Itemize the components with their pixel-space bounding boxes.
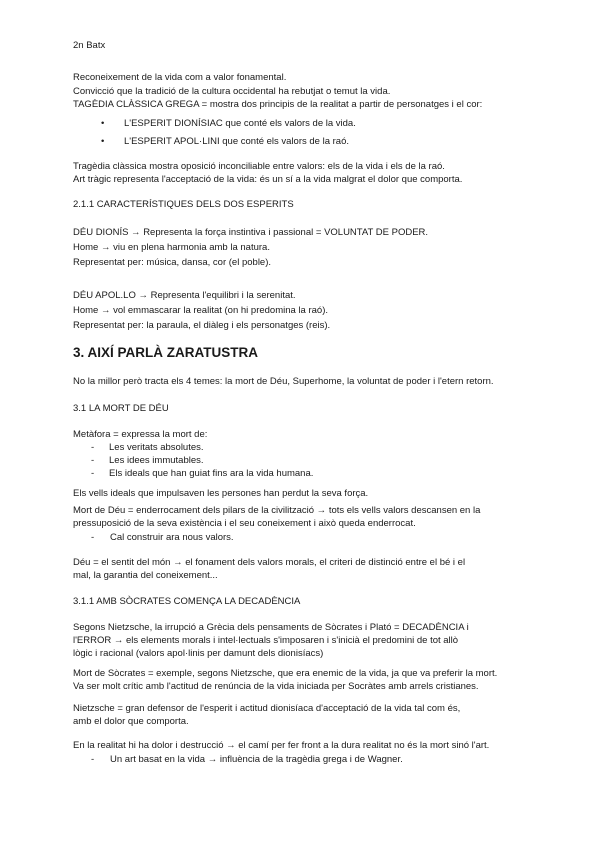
- dash-marker: -: [91, 532, 95, 543]
- page-header: 2n Batx: [73, 40, 106, 51]
- bullet-marker: •: [101, 136, 105, 147]
- apollo-line-2: Home → vol emmascarar la realitat (on hi predomina la raó).: [73, 305, 329, 316]
- intro-line-2: Convicció que la tradició de la cultura occidental ha rebutjat o temut la vida.: [73, 86, 391, 97]
- dash-marker: -: [91, 442, 95, 453]
- dash-marker: -: [91, 455, 95, 466]
- mort-socrates-line-1: Mort de Sòcrates = exemple, segons Nietzsche, que era enemic de la vida, ja que va preferir la mort.: [73, 668, 498, 679]
- nietzsche-line-1: Nietzsche = gran defensor de l'esperit i actitud dionisíaca d'acceptació de la vida tal com és,: [73, 703, 461, 714]
- intro-line-3: TAGÈDIA CLÀSSICA GREGA = mostra dos principis de la realitat a partir de personatges i el cor:: [73, 99, 483, 110]
- metafora-line: Metàfora = expressa la mort de:: [73, 429, 208, 440]
- nietzsche-line-2: amb el dolor que comporta.: [73, 716, 189, 727]
- tragedy-line-2: Art tràgic representa l'acceptació de la vida: és un sí a la vida malgrat el dolor que comporta.: [73, 174, 463, 185]
- dionis-line-2: Home → viu en plena harmonia amb la natura.: [73, 242, 270, 253]
- deu-def-line-2: mal, la garantia del coneixement...: [73, 570, 218, 581]
- construir-line: Cal construir ara nous valors.: [110, 532, 234, 543]
- apollo-line-3: Representat per: la paraula, el diàleg i els personatges (reis).: [73, 320, 331, 331]
- mort-socrates-line-2: Va ser molt crític amb l'actitud de renúncia de la vida iniciada per Socràtes amb arrels cristianes.: [73, 681, 479, 692]
- metafora-item-1: Les veritats absolutes.: [109, 442, 204, 453]
- socrates-line-1: Segons Nietzsche, la irrupció a Grècia dels pensaments de Sòcrates i Plató = DECADÈNCIA i: [73, 622, 469, 633]
- socrates-line-2: l'ERROR → els elements morals i intel·lectuals s'imposaren i s'inicià el predomini de tot allò: [73, 635, 459, 646]
- dash-marker: -: [91, 468, 95, 479]
- mort-de-deu-line-1: Mort de Déu = enderrocament dels pilars de la civilització → tots els vells valors descansen en la: [73, 505, 481, 516]
- dionis-line-3: Representat per: música, dansa, cor (el poble).: [73, 257, 272, 268]
- metafora-item-2: Les idees immutables.: [109, 455, 204, 466]
- art-basat-line: Un art basat en la vida → influència de la tragèdia grega i de Wagner.: [110, 754, 403, 765]
- section-heading-211: 2.1.1 CARACTERÍSTIQUES DELS DOS ESPERITS: [73, 199, 294, 210]
- intro-line-1: Reconeixement de la vida com a valor fonamental.: [73, 72, 287, 83]
- mort-de-deu-line-2: pressuposició de la seva existència i el seu coneixement i això queda enderrocat.: [73, 518, 416, 529]
- section-heading-31: 3.1 LA MORT DE DÉU: [73, 403, 169, 414]
- bullet-apollini: L'ESPERIT APOL·LINI que conté els valors de la raó.: [124, 136, 350, 147]
- realitat-line: En la realitat hi ha dolor i destrucció → el camí per fer front a la dura realitat no és la mort sinó l'art.: [73, 740, 490, 751]
- deu-def-line-1: Déu = el sentit del món → el fonament dels valors morals, el criteri de distinció entre el bé i el: [73, 557, 466, 568]
- section-heading-3: 3. AIXÍ PARLÀ ZARATUSTRA: [73, 345, 258, 360]
- dionis-line-1: DÉU DIONÍS → Representa la força instintiva i passional = VOLUNTAT DE PODER.: [73, 227, 429, 238]
- metafora-item-3: Els ideals que han guiat fins ara la vida humana.: [109, 468, 314, 479]
- section-heading-311: 3.1.1 AMB SÒCRATES COMENÇA LA DECADÈNCIA: [73, 596, 301, 607]
- tragedy-line-1: Tragèdia clàssica mostra oposició inconciliable entre valors: els de la vida i els de la raó.: [73, 161, 445, 172]
- bullet-marker: •: [101, 118, 105, 129]
- socrates-line-3: lògic i racional (valors apol·linis per damunt dels dionisíacs): [73, 648, 324, 659]
- vells-ideals-line: Els vells ideals que impulsaven les persones han perdut la seva força.: [73, 488, 369, 499]
- bullet-dionisiac: L'ESPERIT DIONÍSIAC que conté els valors de la vida.: [124, 118, 356, 129]
- dash-marker: -: [91, 754, 95, 765]
- apollo-line-1: DÉU APOL.LO → Representa l'equilibri i la serenitat.: [73, 290, 296, 301]
- section-3-text: No la millor però tracta els 4 temes: la mort de Déu, Superhome, la voluntat de poder i l'etern retorn.: [73, 376, 494, 387]
